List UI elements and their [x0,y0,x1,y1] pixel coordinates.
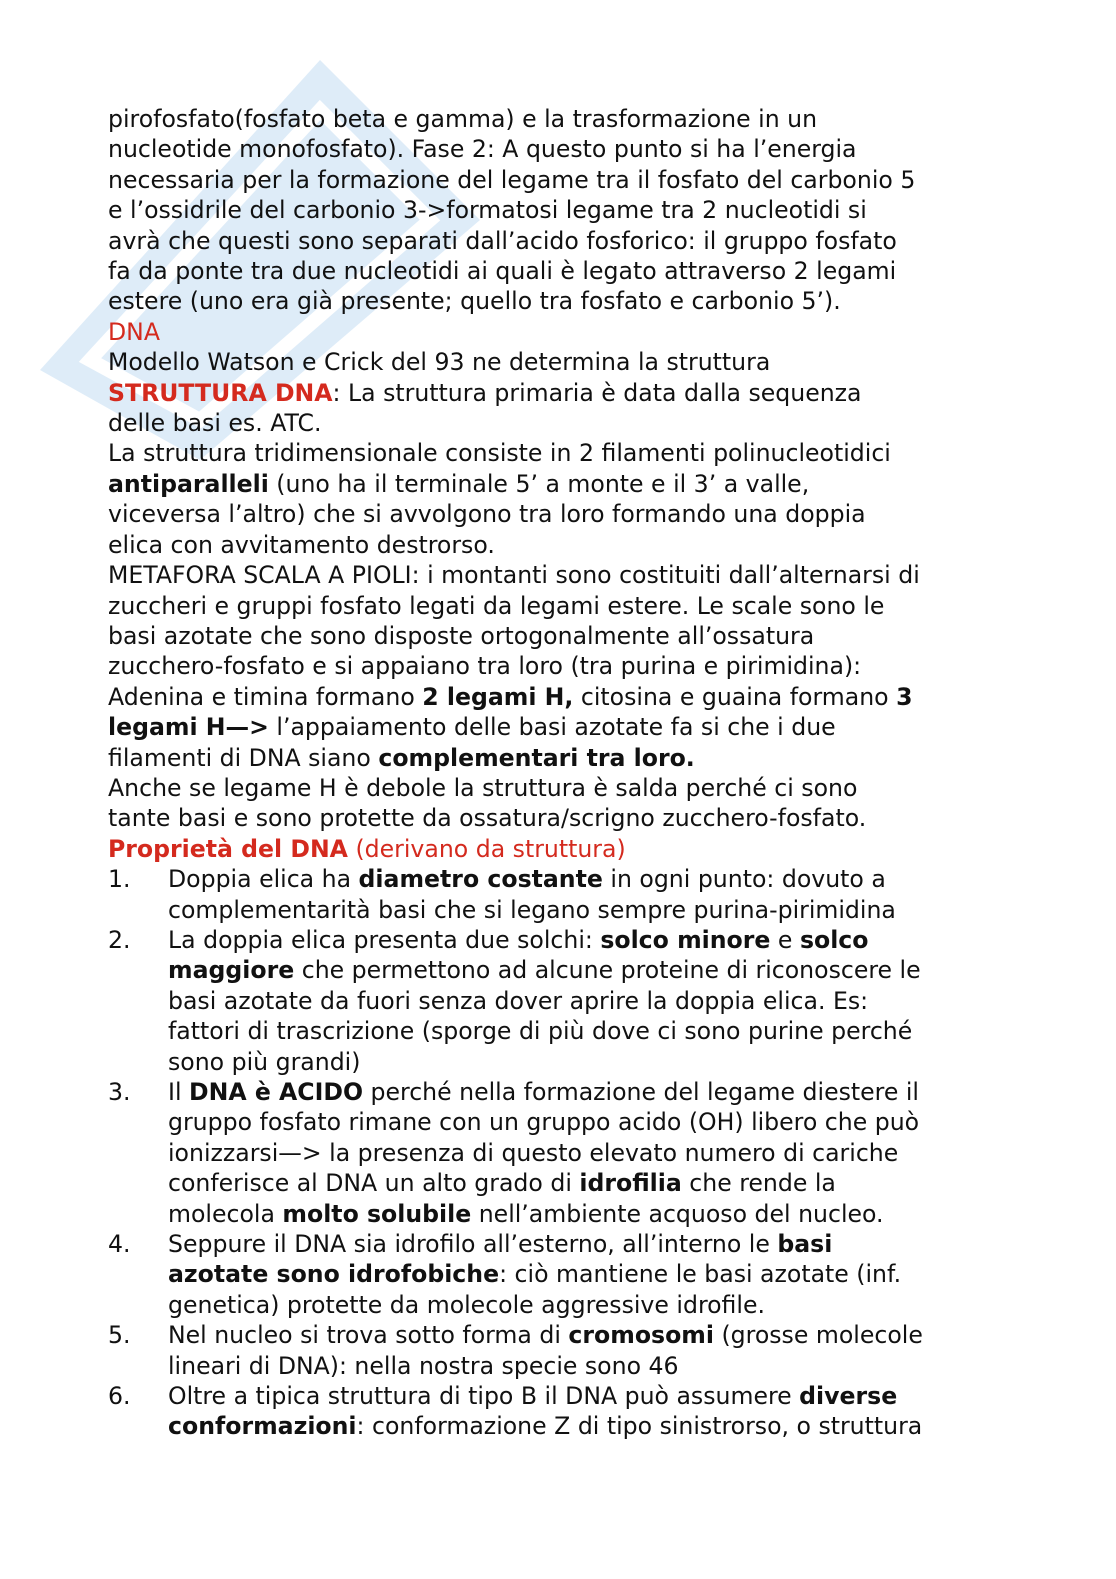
text: conferisce al DNA un alto grado di [168,1169,580,1198]
text: (grosse molecole [713,1321,923,1350]
legami-line [108,712,1013,742]
tri-line-3: viceversa l’altro) che si avvolgono tra loro formando una doppia [108,500,866,529]
intro-line: avrà che questi sono separati dall’acido fosforico: il gruppo fosfato [108,226,897,255]
bold-term: 3 [896,682,913,711]
bold-term: complementari tra loro. [378,743,695,772]
meta-line-2: zuccheri e gruppi fosfato legati da legami estere. Le scale sono le [108,591,885,620]
list-item [108,864,1013,925]
document-page [108,104,1013,1442]
text: l’appaiamento delle basi azotate fa si che i due [268,713,836,742]
intro-line: fa da ponte tra due nucleotidi ai quali è legato attraverso 2 legami [108,257,897,286]
list-number: 4. [108,1230,131,1259]
list-number: 3. [108,1078,131,1106]
bold-term: solco [799,925,869,954]
props-heading-bold: Proprietà del DNA [108,834,348,863]
antiparalleli-term: antiparalleli [108,469,269,498]
props-heading-rest: (derivano da struttura) [347,834,626,863]
text: basi azotate da fuori senza dover aprire la doppia elica. Es: [168,986,869,1015]
text: Nel nucleo si trova sotto forma di [168,1321,569,1350]
struttura-line [108,378,1013,408]
tri-line-2 [108,469,1013,499]
intro-line: nucleotide monofosfato). Fase 2: A questo punto si ha l’energia [108,135,857,164]
bold-term: diametro costante [358,865,603,894]
text: La doppia elica presenta due solchi: [168,925,601,954]
text: Il [168,1078,190,1106]
list-item [108,1229,1013,1320]
bold-term: legami H—> [108,713,269,742]
text: Doppia elica ha [168,865,359,894]
bold-term: molto solubile [282,1199,472,1228]
text: filamenti di DNA siano [108,743,379,772]
text: complementarità basi che si legano sempre purina-pirimidina [168,895,896,924]
list-item [108,1381,1013,1442]
text: nell’ambiente acquoso del nucleo. [471,1199,884,1228]
intro-line: necessaria per la formazione del legame tra il fosfato del carbonio 5 [108,165,916,194]
props-list [108,864,1013,1442]
bold-term: idrofilia [579,1169,682,1198]
anche-line-1: Anche se legame H è debole la struttura è salda perché ci sono [108,773,858,802]
text: Seppure il DNA sia idrofilo all’esterno, all’interno le [168,1230,778,1259]
struttura-text: : La struttura primaria è data dalla sequenza [332,378,862,407]
struttura-line-2: delle basi es. ATC. [108,409,322,438]
intro-line: estere (uno era già presente; quello tra fosfato e carbonio 5’). [108,287,841,316]
meta-line-1: METAFORA SCALA A PIOLI: i montanti sono costituiti dall’alternarsi di [108,561,920,590]
text: lineari di DNA): nella nostra specie sono 46 [168,1351,679,1380]
text: che rende la [681,1169,836,1198]
meta-line-4: zucchero-fosfato e si appaiano tra loro (tra purina e pirimidina): [108,652,862,681]
intro-paragraph [108,104,1013,317]
bold-term: maggiore [168,956,295,985]
list-item [108,1077,1013,1229]
text: Oltre a tipica struttura di tipo B il DNA può assumere [168,1382,800,1411]
list-number: 6. [108,1382,131,1411]
list-number: 1. [108,865,131,894]
text: : ciò mantiene le basi azotate (inf. [499,1260,902,1289]
model-line: Modello Watson e Crick del 93 ne determina la struttura [108,348,771,377]
text: e [770,925,800,954]
adenina-line [108,682,1013,712]
bold-term: DNA è ACIDO [189,1078,364,1106]
tri-line-1: La struttura tridimensionale consiste in 2 filamenti polinucleotidici [108,439,891,468]
filamenti-line [108,743,1013,773]
list-item [108,925,1013,1077]
list-item [108,1320,1013,1381]
bold-term: 2 legami H, [422,682,574,711]
bold-term: azotate sono idrofobiche [168,1260,500,1289]
meta-line-3: basi azotate che sono disposte ortogonalmente all’ossatura [108,621,815,650]
text: in ogni punto: dovuto a [602,865,886,894]
text: che permettono ad alcune proteine di riconoscere le [294,956,921,985]
tri-text: (uno ha il terminale 5’ a monte e il 3’ a valle, [268,469,810,498]
text: ionizzarsi—> la presenza di questo elevato numero di cariche [168,1138,899,1167]
text: Adenina e timina formano [108,682,423,711]
text: sono più grandi) [168,1047,361,1076]
text: perché nella formazione del legame diestere il [363,1078,919,1106]
text: genetica) protette da molecole aggressive idrofile. [168,1290,765,1319]
dna-heading: DNA [108,317,160,346]
text: gruppo fosfato rimane con un gruppo acido (OH) libero che può [168,1108,920,1137]
anche-line-2: tante basi e sono protette da ossatura/scrigno zucchero-fosfato. [108,804,867,833]
bold-term: conformazioni [168,1412,357,1441]
list-number: 2. [108,925,131,954]
bold-term: solco minore [600,925,771,954]
intro-line: e l’ossidrile del carbonio 3->formatosi legame tra 2 nucleotidi si [108,196,867,225]
list-number: 5. [108,1321,131,1350]
bold-term: diverse [799,1382,898,1411]
text: : conformazione Z di tipo sinistrorso, o struttura [356,1412,923,1441]
bold-term: basi [777,1230,833,1259]
text: citosina e guaina formano [573,682,897,711]
tri-line-4: elica con avvitamento destrorso. [108,530,495,559]
text: fattori di trascrizione (sporge di più dove ci sono purine perché [168,1017,913,1046]
props-heading [108,834,1013,864]
text: molecola [168,1199,283,1228]
bold-term: cromosomi [568,1321,714,1350]
struttura-label: STRUTTURA DNA [108,378,333,407]
intro-line: pirofosfato(fosfato beta e gamma) e la trasformazione in un [108,105,818,133]
